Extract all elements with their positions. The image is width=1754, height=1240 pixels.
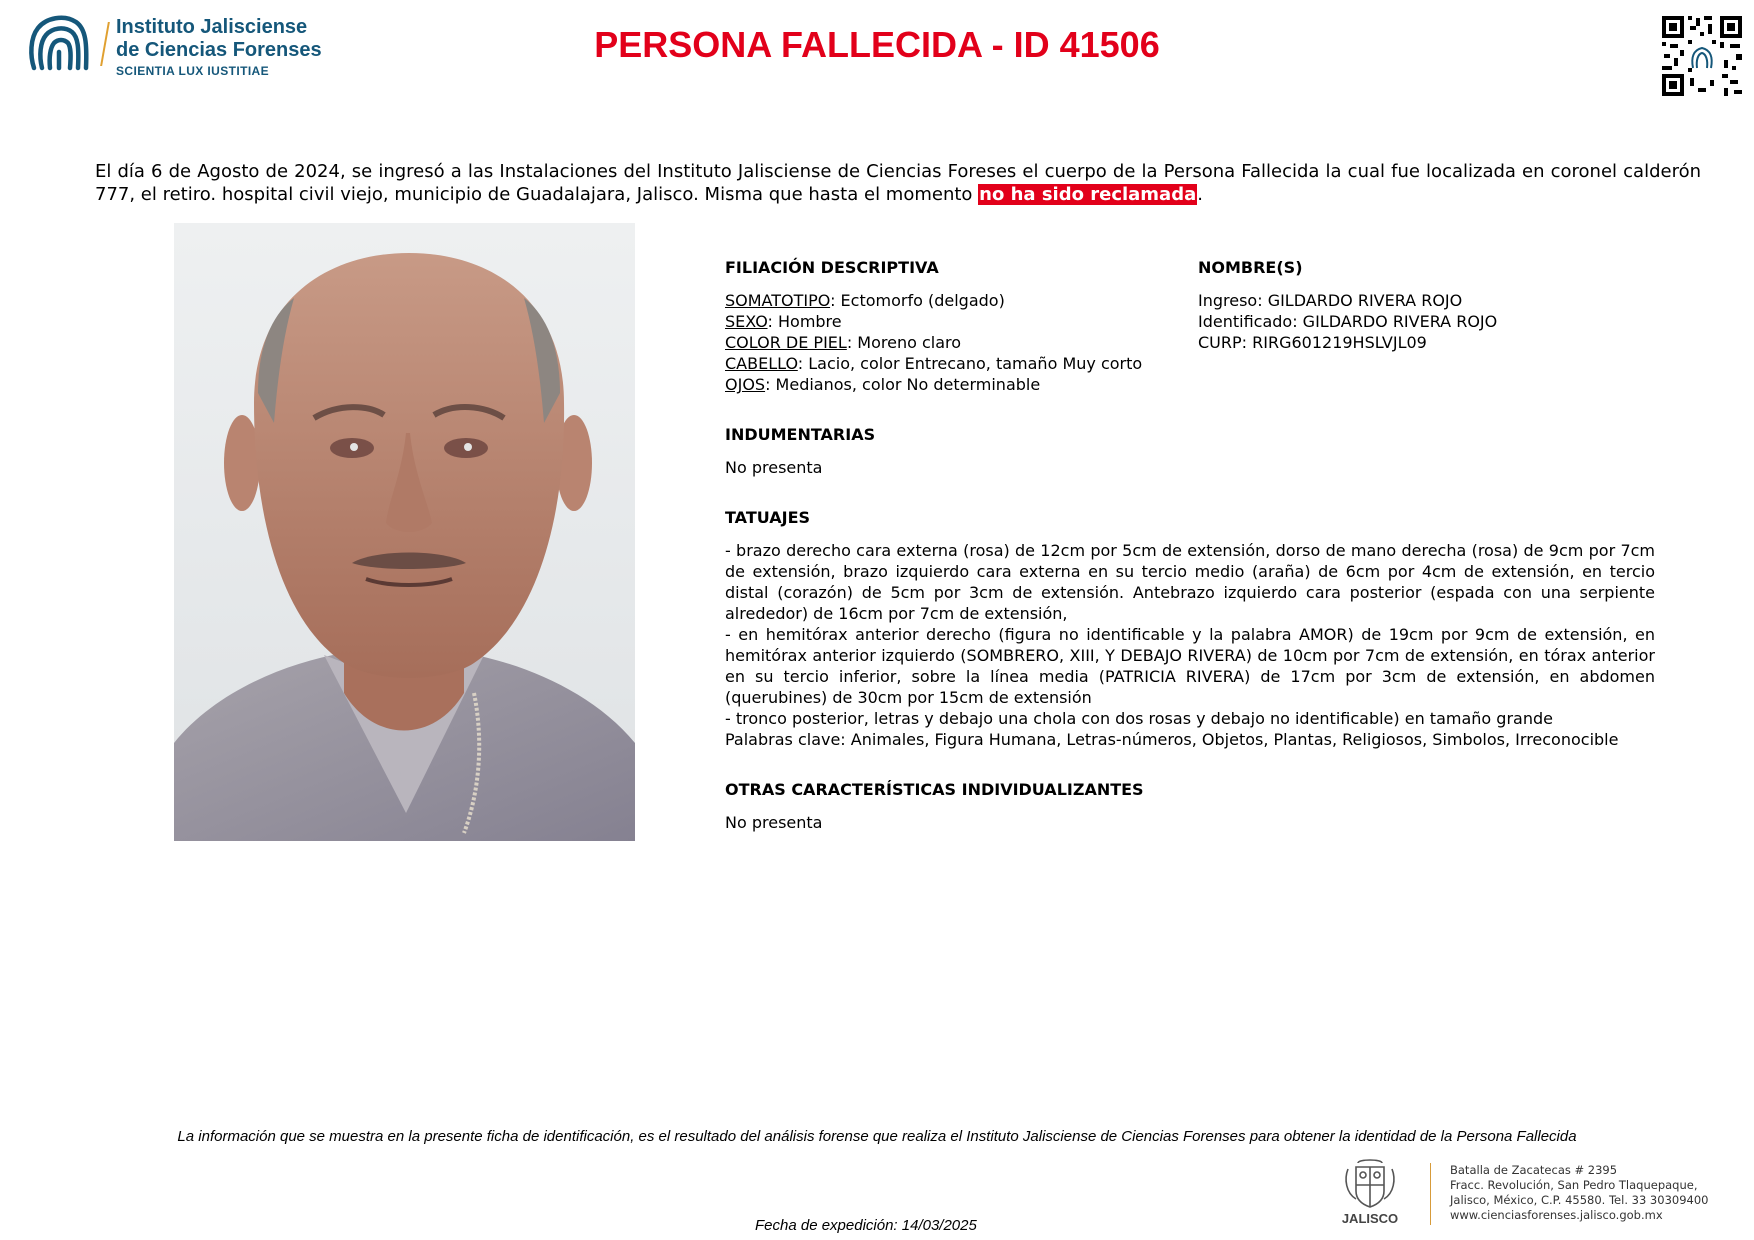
jalisco-logo-label: JALISCO: [1341, 1211, 1399, 1226]
website-link[interactable]: www.cienciasforenses.jalisco.gob.mx: [1450, 1208, 1663, 1222]
nombres-title: NOMBRE(S): [1198, 258, 1303, 277]
indumentarias-section: [725, 425, 1655, 478]
curp-line: CURP: RIRG601219HSLVJL09: [1198, 333, 1427, 352]
indumentarias-title: INDUMENTARIAS: [725, 425, 876, 444]
jalisco-coat-of-arms-icon: [1330, 1155, 1410, 1233]
filiacion-row: [725, 374, 1655, 395]
fecha-expedicion: Fecha de expedición: 14/03/2025: [755, 1217, 977, 1234]
filiacion-label: CABELLO: [725, 354, 798, 373]
footer-disclaimer: La información que se muestra en la presente ficha de identificación, es el resultado del análisis forense que realiza el Instituto Jalisciense de Ciencias Forenses para obtener la identidad de la Persona Fallecida: [177, 1128, 1577, 1145]
filiacion-label: SOMATOTIPO: [725, 291, 831, 310]
nombre-line: Ingreso: GILDARDO RIVERA ROJO: [1198, 291, 1463, 310]
tatuaje-paragraph: - brazo derecho cara externa (rosa) de 12cm por 5cm de extensión, dorso de mano derecha (rosa) de 9cm por 7cm de extensión, brazo izquierdo cara externa en su tercio medio (araña) de 6cm por 4cm de extensión, en tercio distal (corazón) de 5cm por 3cm de extensión. Antebrazo izquierdo cara posterior (espada con una serpiente alrededor) de 16cm por 7cm de extensión,: [725, 541, 1655, 623]
address-line: Jalisco, México, C.P. 45580. Tel. 33 30309400: [1450, 1193, 1709, 1207]
person-photo-illustration: [174, 223, 635, 841]
logo-motto: SCIENTIA LUX IUSTITIAE: [116, 64, 270, 78]
person-photo: [174, 223, 635, 841]
filiacion-label: COLOR DE PIEL: [725, 333, 847, 352]
filiacion-value: : Medianos, color No determinable: [765, 375, 1041, 394]
intro-end: .: [1197, 184, 1203, 205]
otras-title: OTRAS CARACTERÍSTICAS INDIVIDUALIZANTES: [725, 780, 1144, 799]
logo-line-1: Instituto Jalisciense: [116, 16, 308, 38]
names-column: [1198, 258, 1648, 353]
logo-line-2: de Ciencias Forenses: [116, 39, 322, 61]
address-line: Batalla de Zacatecas # 2395: [1450, 1163, 1618, 1177]
tatuaje-paragraph: - tronco posterior, letras y debajo una chola con dos rosas y debajo no identificable) en tamaño grande: [725, 709, 1553, 728]
intro-paragraph: [95, 160, 1701, 206]
institute-address: [1450, 1163, 1750, 1223]
tatuajes-section: [725, 508, 1655, 750]
qr-code-icon[interactable]: [1660, 14, 1744, 98]
otras-section: [725, 780, 1655, 833]
tatuajes-title: TATUAJES: [725, 508, 811, 527]
footer-separator: [1430, 1163, 1431, 1225]
tatuaje-keywords: Palabras clave: Animales, Figura Humana, Letras-números, Objetos, Plantas, Religiosos, Simbolos, Irreconocible: [725, 730, 1619, 749]
filiacion-label: OJOS: [725, 375, 766, 394]
indumentarias-text: No presenta: [725, 458, 823, 477]
filiacion-value: : Lacio, color Entrecano, tamaño Muy corto: [797, 354, 1143, 373]
filiacion-title: FILIACIÓN DESCRIPTIVA: [725, 258, 939, 277]
filiacion-label: SEXO: [725, 312, 768, 331]
filiacion-value: : Hombre: [767, 312, 842, 331]
otras-text: No presenta: [725, 813, 823, 832]
tatuaje-paragraph: - en hemitórax anterior derecho (figura no identificable y la palabra AMOR) de 19cm por 9cm de extensión, en hemitórax anterior izquierdo (SOMBRERO, XIII, Y DEBAJO RIVERA) de 10cm por 7cm de extensión, en tórax anterior en su tercio inferior, sobre la línea media (PATRICIA RIVERA) de 17cm por 3cm de extensión, en abdomen (querubines) de 30cm por 15cm de extensión: [725, 625, 1655, 707]
filiacion-value: : Ectomorfo (delgado): [830, 291, 1005, 310]
filiacion-row: [725, 353, 1655, 374]
filiacion-value: : Moreno claro: [846, 333, 962, 352]
nombre-line: Identificado: GILDARDO RIVERA ROJO: [1198, 312, 1498, 331]
address-line: Fracc. Revolución, San Pedro Tlaquepaque,: [1450, 1178, 1698, 1192]
status-badge: no ha sido reclamada: [979, 184, 1197, 205]
page-title: PERSONA FALLECIDA - ID 41506: [594, 24, 1160, 65]
intro-text: El día 6 de Agosto de 2024, se ingresó a las Instalaciones del Instituto Jalisciense de Ciencias Foreses el cuerpo de la Persona Fallecida la cual fue localizada en coronel calderón 777, el retiro. hospital civil viejo, municipio de Guadalajara, Jalisco. Misma que hasta el momento: [95, 161, 1701, 205]
